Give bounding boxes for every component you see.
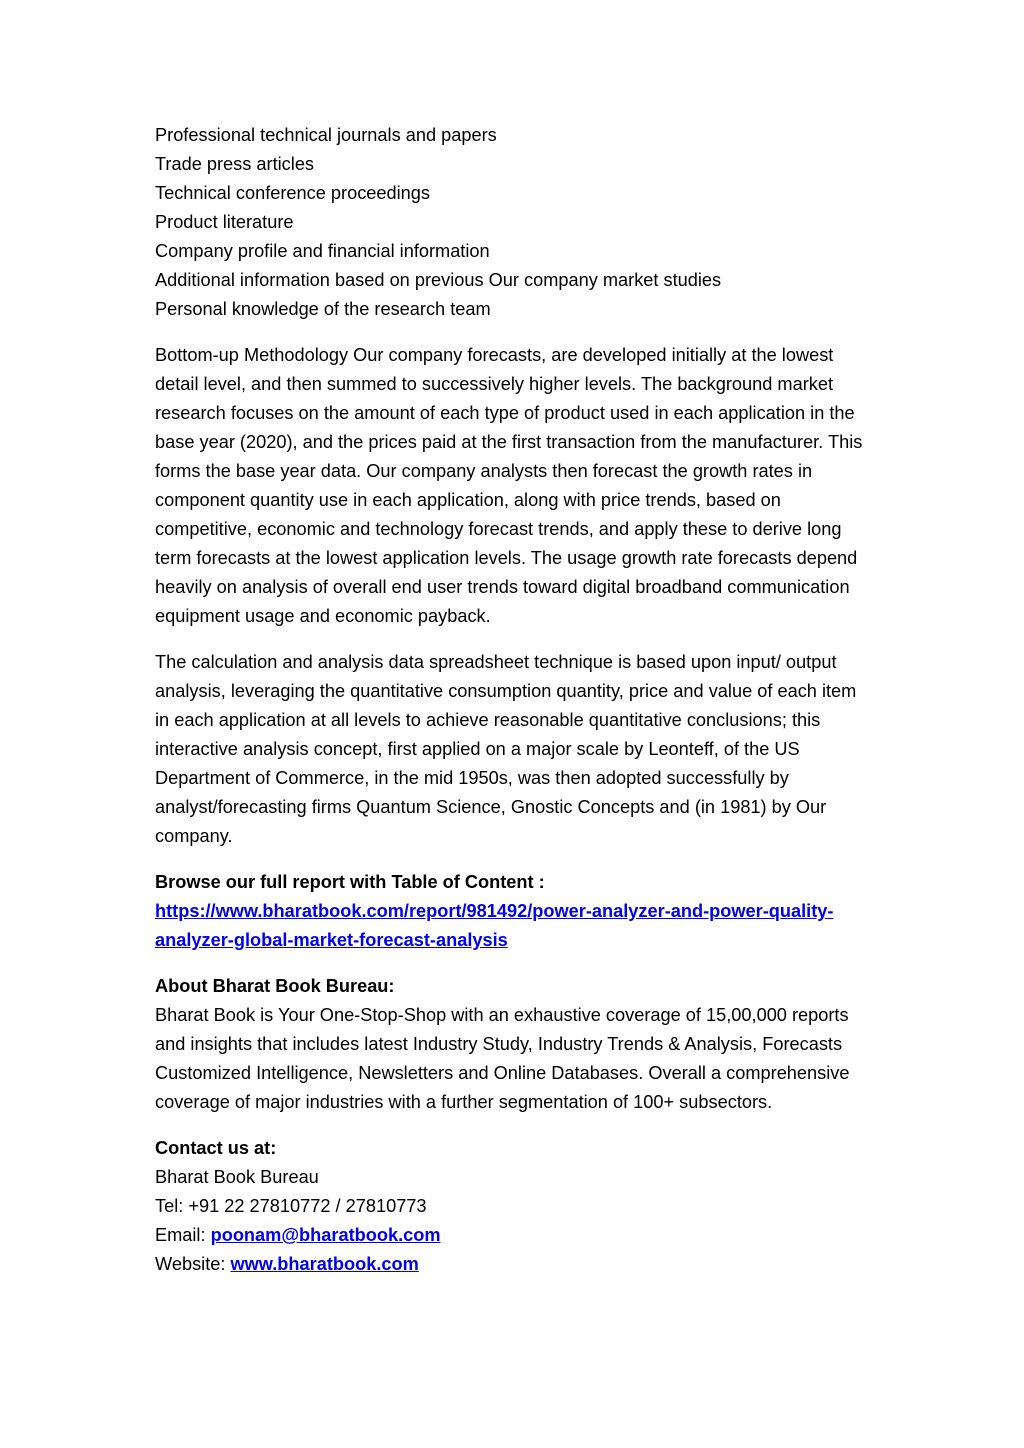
email-link[interactable]: poonam@bharatbook.com (210, 1225, 441, 1245)
contact-email-line (155, 1221, 875, 1250)
about-body: Bharat Book is Your One-Stop-Shop with an exhaustive coverage of 15,00,000 reports and insights that includes latest Industry Study, Industry Trends & Analysis, Forecasts Customized Intelligence, Newsletters and Online Databases. Overall a comprehensive coverage of major industries with a further segmentation of 100+ subsectors. (155, 1005, 850, 1112)
website-link[interactable]: www.bharatbook.com (230, 1254, 419, 1274)
report-link-container (155, 897, 875, 955)
browse-section (155, 868, 875, 955)
website-label: Website: (155, 1254, 231, 1274)
sources-list (155, 121, 875, 324)
bottom-up-methodology-paragraph: Bottom-up Methodology Our company forecasts, are developed initially at the lowest detail level, and then summed to successively higher levels. The background market research focuses on the amount of each type of product used in each application in the base year (2020), and the prices paid at the first transaction from the manufacturer. This forms the base year data. Our company analysts then forecast the growth rates in component quantity use in each application, along with price trends, based on competitive, economic and technology forecast trends, and apply these to derive long term forecasts at the lowest application levels. The usage growth rate forecasts depend heavily on analysis of overall end user trends toward digital broadband communication equipment usage and economic payback. (155, 345, 863, 626)
browse-heading: Browse our full report with Table of Content : (155, 872, 545, 892)
list-item: Professional technical journals and papers (155, 125, 497, 145)
list-item: Personal knowledge of the research team (155, 299, 491, 319)
contact-section (155, 1134, 875, 1279)
list-item: Technical conference proceedings (155, 183, 431, 203)
report-link-line-1: https://www.bharatbook.com/report/981492/power-analyzer-and-power-quality- (155, 901, 834, 921)
contact-website-line (155, 1250, 875, 1279)
contact-company: Bharat Book Bureau (155, 1167, 319, 1187)
email-label: Email: (155, 1225, 211, 1245)
list-item: Product literature (155, 212, 294, 232)
about-section (155, 972, 875, 1117)
calculation-paragraph: The calculation and analysis data spreadsheet technique is based upon input/ output analysis, leveraging the quantitative consumption quantity, price and value of each item in each application at all levels to achieve reasonable quantitative conclusions; this interactive analysis concept, first applied on a major scale by Leonteff, of the US Department of Commerce, in the mid 1950s, was then adopted successfully by analyst/forecasting firms Quantum Science, Gnostic Concepts and (in 1981) by Our company. (155, 652, 857, 846)
report-link[interactable] (155, 901, 833, 950)
document-page (155, 121, 875, 1279)
report-link-line-2: analyzer-global-market-forecast-analysis (155, 930, 508, 950)
contact-tel: Tel: +91 22 27810772 / 27810773 (155, 1196, 427, 1216)
list-item: Trade press articles (155, 154, 315, 174)
list-item: Company profile and financial information (155, 241, 490, 261)
contact-heading: Contact us at: (155, 1138, 277, 1158)
about-heading: About Bharat Book Bureau: (155, 976, 395, 996)
list-item: Additional information based on previous Our company market studies (155, 270, 722, 290)
